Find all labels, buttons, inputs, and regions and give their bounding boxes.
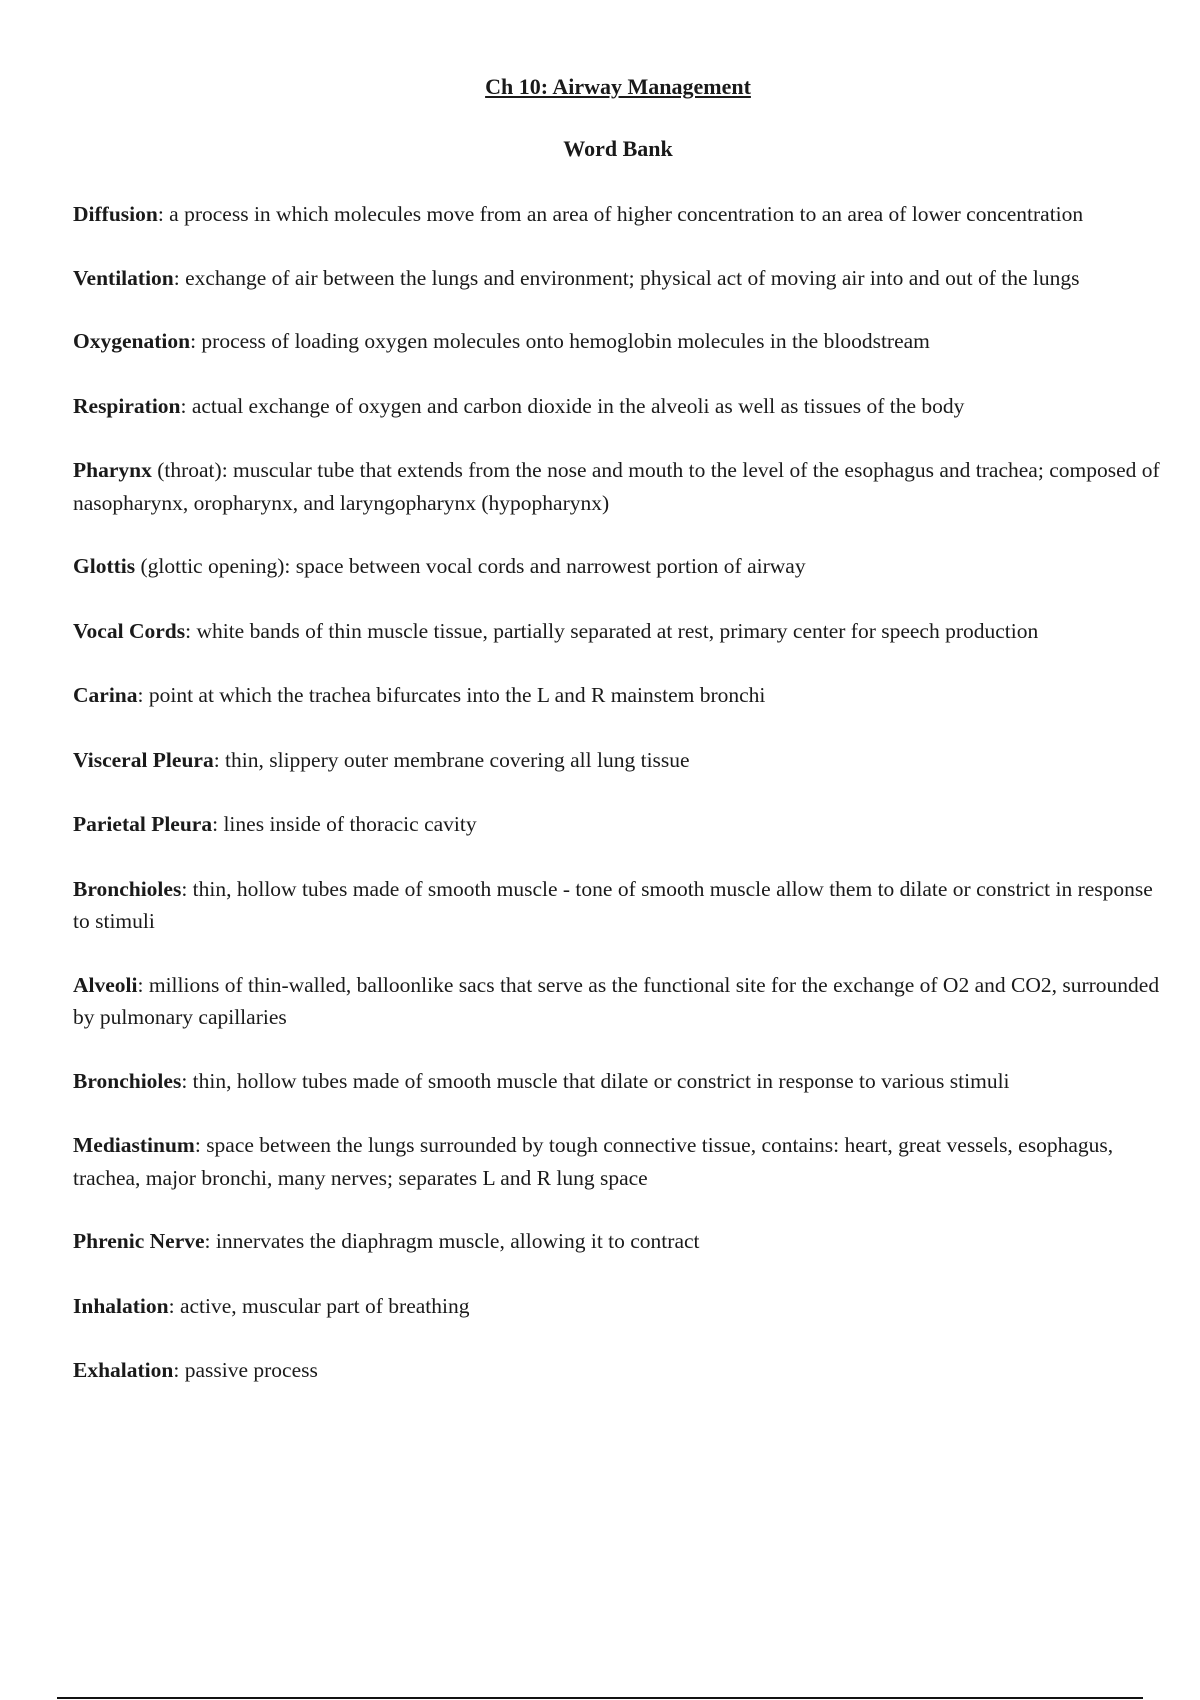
entry-definition: : white bands of thin muscle tissue, partially separated at rest, primary center for speech production	[185, 618, 1039, 643]
entry-term: Oxygenation	[73, 329, 191, 353]
entry-definition: : thin, hollow tubes made of smooth muscle - tone of smooth muscle allow them to dilate or constrict in response to stimuli	[73, 876, 1153, 933]
entry-term: Bronchioles	[73, 876, 182, 901]
word-bank-entry	[73, 1290, 1163, 1323]
word-bank-entry	[73, 873, 1163, 938]
word-bank-entry	[73, 1225, 1163, 1258]
entry-definition: : muscular tube that extends from the nose and mouth to the level of the esophagus and trachea; composed of nasopharynx, oropharynx, and laryngopharynx (hypopharynx)	[73, 458, 1160, 515]
word-bank-list	[73, 198, 1163, 1419]
word-bank-entry	[73, 1129, 1163, 1194]
entry-definition: : passive process	[173, 1358, 318, 1382]
entry-term: Visceral Pleura	[73, 747, 214, 772]
word-bank-entry	[73, 1065, 1163, 1098]
entry-term: Vocal Cords	[73, 618, 186, 643]
entry-definition: : thin, slippery outer membrane covering all lung tissue	[213, 747, 690, 772]
entry-term: Ventilation	[73, 265, 174, 290]
entry-term-note: (glottic opening)	[135, 554, 285, 578]
entry-definition: : innervates the diaphragm muscle, allowing it to contract	[204, 1229, 700, 1253]
entry-definition: : lines inside of thoracic cavity	[212, 812, 477, 836]
entry-definition: : millions of thin-walled, balloonlike sacs that serve as the functional site for the exchange of O2 and CO2, surrounded by pulmonary capillaries	[73, 972, 1160, 1029]
entry-definition: : exchange of air between the lungs and environment; physical act of moving air into and out of the lungs	[173, 265, 1080, 290]
word-bank-entry	[73, 1354, 1163, 1387]
entry-term: Phrenic Nerve	[73, 1229, 205, 1253]
entry-definition: : space between vocal cords and narrowest portion of airway	[284, 554, 806, 578]
entry-term: Exhalation	[73, 1358, 174, 1382]
entry-term: Glottis	[73, 554, 136, 578]
entry-term: Respiration	[73, 393, 181, 418]
word-bank-entry	[73, 550, 1163, 583]
entry-definition: : actual exchange of oxygen and carbon dioxide in the alveoli as well as tissues of the body	[180, 393, 965, 418]
entry-term: Mediastinum	[73, 1133, 195, 1157]
entry-term: Diffusion	[73, 202, 158, 226]
word-bank-entry	[73, 969, 1163, 1034]
word-bank-entry	[73, 808, 1163, 841]
word-bank-entry	[73, 744, 1163, 777]
word-bank-entry	[73, 679, 1163, 712]
word-bank-entry	[73, 615, 1163, 648]
page-subtitle: Word Bank	[563, 136, 673, 161]
entry-definition: : space between the lungs surrounded by tough connective tissue, contains: heart, great vessels, esophagus, trachea, major bronchi, many nerves; separates L and R lung space	[73, 1133, 1114, 1190]
word-bank-entry	[73, 325, 1163, 358]
entry-term: Pharynx	[73, 458, 152, 482]
entry-term: Alveoli	[73, 972, 138, 997]
word-bank-entry	[73, 454, 1163, 519]
word-bank-entry	[73, 390, 1163, 423]
entry-term: Inhalation	[73, 1293, 169, 1318]
entry-definition: : thin, hollow tubes made of smooth muscle that dilate or constrict in response to various stimuli	[181, 1068, 1010, 1093]
bottom-divider	[57, 1697, 1143, 1699]
entry-term: Carina	[73, 683, 138, 707]
page-title: Ch 10: Airway Management	[485, 74, 751, 99]
entry-term: Bronchioles	[73, 1068, 182, 1093]
entry-term-note: (throat)	[151, 458, 222, 482]
word-bank-entry	[73, 262, 1163, 295]
entry-definition: : active, muscular part of breathing	[168, 1293, 470, 1318]
entry-definition: : process of loading oxygen molecules onto hemoglobin molecules in the bloodstream	[190, 329, 930, 353]
entry-term: Parietal Pleura	[73, 812, 213, 836]
entry-definition: : point at which the trachea bifurcates into the L and R mainstem bronchi	[137, 683, 766, 707]
entry-definition: : a process in which molecules move from an area of higher concentration to an area of lower concentration	[157, 202, 1084, 226]
word-bank-entry	[73, 198, 1163, 231]
